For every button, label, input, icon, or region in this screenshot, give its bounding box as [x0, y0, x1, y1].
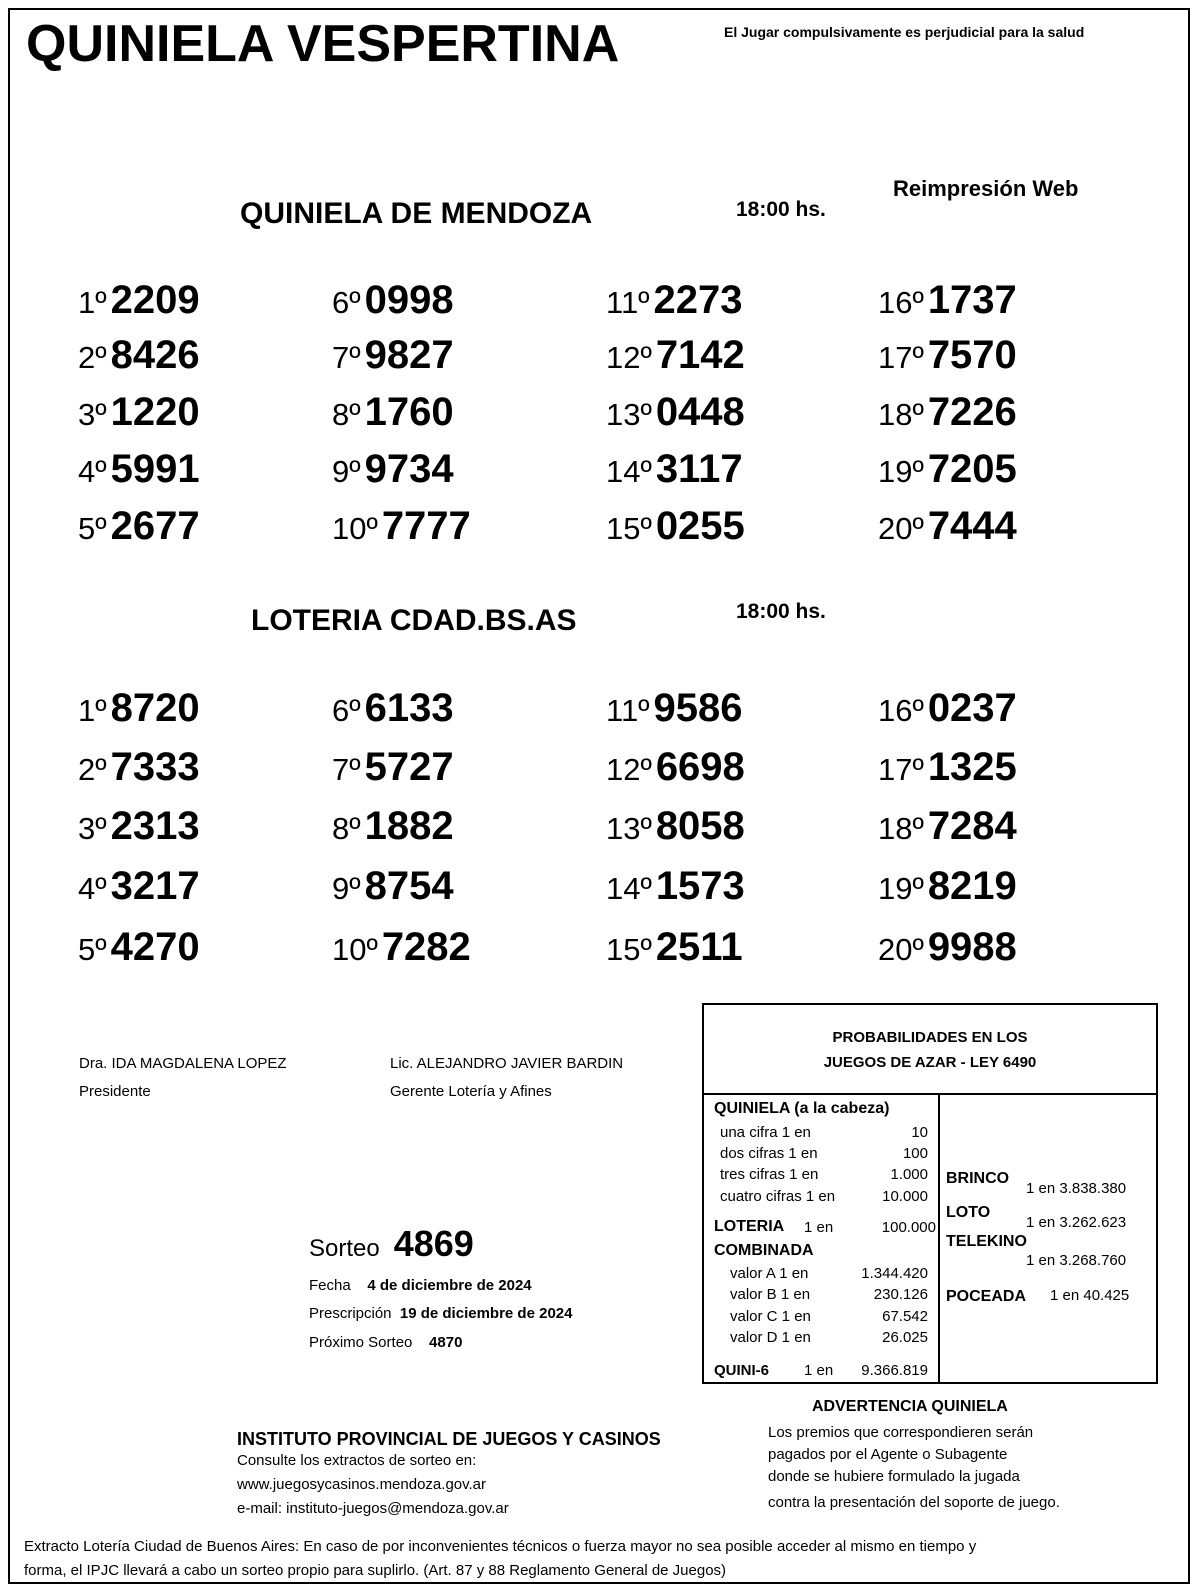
result-cell — [332, 278, 454, 323]
result-position: 1º — [78, 285, 107, 320]
combinada-row-value: 1.344.420 — [861, 1265, 928, 1282]
result-position: 9º — [332, 871, 361, 906]
result-position: 15º — [606, 932, 652, 967]
fecha-row — [309, 1277, 532, 1294]
result-cell — [878, 278, 1017, 323]
result-number: 0255 — [655, 504, 745, 548]
result-position: 14º — [606, 454, 652, 489]
prescripcion-label: Prescripción — [309, 1305, 392, 1322]
result-number: 0998 — [364, 278, 454, 322]
result-cell — [78, 925, 200, 970]
health-warning: El Jugar compulsivamente es perjudicial para la salud — [724, 24, 1085, 40]
result-number: 9734 — [364, 447, 454, 491]
result-position: 18º — [878, 397, 924, 432]
result-position: 8º — [332, 397, 361, 432]
quiniela-header: QUINIELA (a la cabeza) — [714, 1100, 890, 1117]
result-number: 5727 — [364, 745, 454, 789]
result-cell — [606, 745, 745, 790]
quiniela-row-value: 10 — [911, 1124, 928, 1141]
advertencia-line: donde se hubiere formulado la jugada — [768, 1468, 1020, 1485]
result-cell — [78, 745, 200, 790]
result-cell — [878, 864, 1017, 909]
result-number: 7226 — [927, 390, 1017, 434]
result-number: 7142 — [655, 333, 745, 377]
combinada-row-label: valor D 1 en — [730, 1329, 811, 1346]
combinada-row-label: valor B 1 en — [730, 1286, 811, 1303]
result-number: 7333 — [110, 745, 200, 789]
result-cell — [332, 447, 454, 492]
prob-title-line1: PROBABILIDADES EN LOS — [832, 1029, 1028, 1046]
loto-value: 1 en 3.262.623 — [1026, 1214, 1127, 1231]
result-cell — [878, 804, 1017, 849]
advertencia-line: pagados por el Agente o Subagente — [768, 1446, 1008, 1463]
result-cell — [332, 864, 454, 909]
result-position: 6º — [332, 693, 361, 728]
result-cell — [606, 390, 745, 435]
sorteo-block — [309, 1223, 474, 1265]
telekino-value: 1 en 3.268.760 — [1026, 1252, 1127, 1269]
poceada-value: 1 en 40.425 — [1050, 1287, 1130, 1304]
result-number: 2273 — [653, 278, 743, 322]
quini6-label: QUINI-6 — [714, 1362, 770, 1379]
quiniela-row-label: dos cifras 1 en — [720, 1145, 818, 1162]
result-number: 1760 — [364, 390, 454, 434]
result-cell — [878, 745, 1017, 790]
result-cell — [878, 333, 1017, 378]
signature-right-role: Gerente Lotería y Afines — [390, 1083, 552, 1100]
result-cell — [78, 504, 200, 549]
result-position: 11º — [606, 693, 650, 728]
result-position: 4º — [78, 871, 107, 906]
loteria-label: LOTERIA — [714, 1218, 785, 1235]
result-cell — [878, 925, 1017, 970]
quini6-value: 9.366.819 — [861, 1362, 928, 1379]
result-cell — [78, 864, 200, 909]
result-cell — [606, 278, 743, 323]
loto-label: LOTO — [946, 1204, 991, 1221]
result-position: 5º — [78, 932, 107, 967]
quiniela-row-value: 1.000 — [890, 1166, 928, 1183]
result-cell — [78, 333, 200, 378]
result-number: 6698 — [655, 745, 745, 789]
telekino-label: TELEKINO — [946, 1233, 1027, 1250]
result-number: 2313 — [110, 804, 200, 848]
result-number: 7777 — [381, 504, 471, 548]
result-cell — [332, 333, 454, 378]
result-number: 4270 — [110, 925, 200, 969]
proximo-label: Próximo Sorteo — [309, 1334, 413, 1351]
result-number: 2677 — [110, 504, 200, 548]
result-number: 7205 — [927, 447, 1017, 491]
result-position: 7º — [332, 752, 361, 787]
quiniela-row-label: una cifra 1 en — [720, 1124, 811, 1141]
mendoza-title: QUINIELA DE MENDOZA — [240, 197, 593, 230]
result-cell — [606, 925, 743, 970]
institute-line1: Consulte los extractos de sorteo en: — [237, 1452, 477, 1469]
institute-website: www.juegosycasinos.mendoza.gov.ar — [237, 1476, 487, 1493]
result-cell — [78, 804, 200, 849]
result-cell — [332, 745, 454, 790]
result-number: 8426 — [110, 333, 200, 377]
result-position: 20º — [878, 511, 924, 546]
result-cell — [606, 447, 743, 492]
result-number: 5991 — [110, 447, 200, 491]
signature-left-name: Dra. IDA MAGDALENA LOPEZ — [79, 1055, 287, 1072]
result-position: 15º — [606, 511, 652, 546]
result-position: 1º — [78, 693, 107, 728]
sorteo-number: 4869 — [393, 1223, 474, 1264]
result-position: 10º — [332, 511, 378, 546]
brinco-value: 1 en 3.838.380 — [1026, 1180, 1127, 1197]
result-position: 20º — [878, 932, 924, 967]
result-number: 3117 — [655, 447, 743, 491]
result-cell — [878, 504, 1017, 549]
result-position: 11º — [606, 285, 650, 320]
result-position: 16º — [878, 285, 924, 320]
result-number: 7284 — [927, 804, 1017, 848]
result-cell — [878, 447, 1017, 492]
combinada-row-value: 67.542 — [882, 1308, 928, 1325]
result-number: 1220 — [110, 390, 200, 434]
result-position: 8º — [332, 811, 361, 846]
result-position: 9º — [332, 454, 361, 489]
result-number: 1737 — [927, 278, 1017, 322]
fecha-value: 4 de diciembre de 2024 — [367, 1277, 532, 1294]
result-cell — [78, 447, 200, 492]
result-cell — [878, 686, 1017, 731]
prescripcion-value: 19 de diciembre de 2024 — [399, 1305, 573, 1322]
result-number: 8754 — [364, 864, 454, 908]
result-cell — [606, 804, 745, 849]
result-cell — [606, 686, 743, 731]
signature-left-role: Presidente — [79, 1083, 151, 1100]
result-number: 8720 — [110, 686, 200, 730]
result-cell — [332, 390, 454, 435]
result-position: 16º — [878, 693, 924, 728]
result-cell — [332, 686, 454, 731]
result-number: 0448 — [655, 390, 745, 434]
proximo-row — [309, 1334, 462, 1351]
result-number: 0237 — [927, 686, 1017, 730]
result-number: 1882 — [364, 804, 454, 848]
result-position: 10º — [332, 932, 378, 967]
loteria-text: 1 en — [804, 1219, 834, 1236]
prescripcion-row — [309, 1305, 572, 1322]
result-cell — [78, 390, 200, 435]
result-position: 2º — [78, 340, 107, 375]
result-position: 7º — [332, 340, 361, 375]
advertencia-title: ADVERTENCIA QUINIELA — [812, 1398, 1008, 1415]
reprint-label: Reimpresión Web — [893, 176, 1079, 201]
result-position: 18º — [878, 811, 924, 846]
result-number: 2511 — [655, 925, 743, 969]
result-position: 2º — [78, 752, 107, 787]
quiniela-row-value: 10.000 — [882, 1188, 928, 1205]
result-cell — [332, 504, 471, 549]
result-position: 3º — [78, 397, 107, 432]
combinada-row-label: valor C 1 en — [730, 1308, 811, 1325]
combinada-row-label: valor A 1 en — [730, 1265, 809, 1282]
fecha-label: Fecha — [309, 1277, 351, 1294]
sorteo-label: Sorteo — [309, 1235, 380, 1262]
institute-email: e-mail: instituto-juegos@mendoza.gov.ar — [237, 1500, 509, 1517]
result-position: 12º — [606, 340, 652, 375]
footer-line1: Extracto Lotería Ciudad de Buenos Aires: En caso de por inconvenientes técnicos o fuerza mayor no sea posible acceder al mismo en tiempo y — [24, 1538, 977, 1555]
footer-line2: forma, el IPJC llevará a cabo un sorteo propio para suplirlo. (Art. 87 y 88 Reglamento General de Juegos) — [24, 1562, 727, 1579]
result-cell — [878, 390, 1017, 435]
result-number: 7282 — [381, 925, 471, 969]
poceada-label: POCEADA — [946, 1288, 1027, 1305]
result-cell — [606, 504, 745, 549]
advertencia-line: contra la presentación del soporte de juego. — [768, 1494, 1060, 1511]
combinada-row-value: 26.025 — [882, 1329, 928, 1346]
result-cell — [78, 278, 200, 323]
result-number: 1325 — [927, 745, 1017, 789]
result-number: 8058 — [655, 804, 745, 848]
combinada-label: COMBINADA — [714, 1242, 814, 1259]
result-position: 4º — [78, 454, 107, 489]
quiniela-row-value: 100 — [902, 1145, 928, 1162]
result-cell — [78, 686, 200, 731]
result-number: 1573 — [655, 864, 745, 908]
result-position: 17º — [878, 340, 924, 375]
result-number: 6133 — [364, 686, 454, 730]
prob-title-line2: JUEGOS DE AZAR - LEY 6490 — [823, 1054, 1037, 1071]
result-cell — [332, 804, 454, 849]
result-number: 7570 — [927, 333, 1017, 377]
proximo-value: 4870 — [429, 1334, 463, 1351]
result-cell — [606, 333, 745, 378]
result-number: 9988 — [927, 925, 1017, 969]
ciudad-title: LOTERIA CDAD.BS.AS — [251, 604, 577, 637]
page-title: QUINIELA VESPERTINA — [26, 15, 620, 73]
result-number: 7444 — [927, 504, 1017, 548]
result-cell — [606, 864, 745, 909]
result-position: 19º — [878, 454, 924, 489]
advertencia-line: Los premios que correspondieren serán — [768, 1424, 1034, 1441]
result-position: 13º — [606, 811, 652, 846]
signature-right-name: Lic. ALEJANDRO JAVIER BARDIN — [390, 1055, 624, 1072]
mendoza-time: 18:00 hs. — [736, 198, 826, 221]
combinada-row-value: 230.126 — [873, 1286, 928, 1303]
ciudad-time: 18:00 hs. — [736, 600, 826, 623]
result-position: 19º — [878, 871, 924, 906]
quini6-text: 1 en — [804, 1362, 834, 1379]
result-position: 3º — [78, 811, 107, 846]
brinco-label: BRINCO — [946, 1170, 1010, 1187]
result-position: 14º — [606, 871, 652, 906]
result-position: 13º — [606, 397, 652, 432]
result-number: 8219 — [927, 864, 1017, 908]
loteria-value: 100.000 — [881, 1219, 936, 1236]
result-number: 2209 — [110, 278, 200, 322]
result-position: 6º — [332, 285, 361, 320]
result-position: 17º — [878, 752, 924, 787]
probabilities-divider — [938, 1093, 940, 1383]
result-number: 3217 — [110, 864, 200, 908]
institute-title: INSTITUTO PROVINCIAL DE JUEGOS Y CASINOS — [237, 1429, 661, 1449]
result-number: 9827 — [364, 333, 454, 377]
quiniela-row-label: tres cifras 1 en — [720, 1166, 819, 1183]
result-position: 5º — [78, 511, 107, 546]
result-number: 9586 — [653, 686, 743, 730]
result-cell — [332, 925, 471, 970]
result-position: 12º — [606, 752, 652, 787]
quiniela-row-label: cuatro cifras 1 en — [720, 1188, 836, 1205]
